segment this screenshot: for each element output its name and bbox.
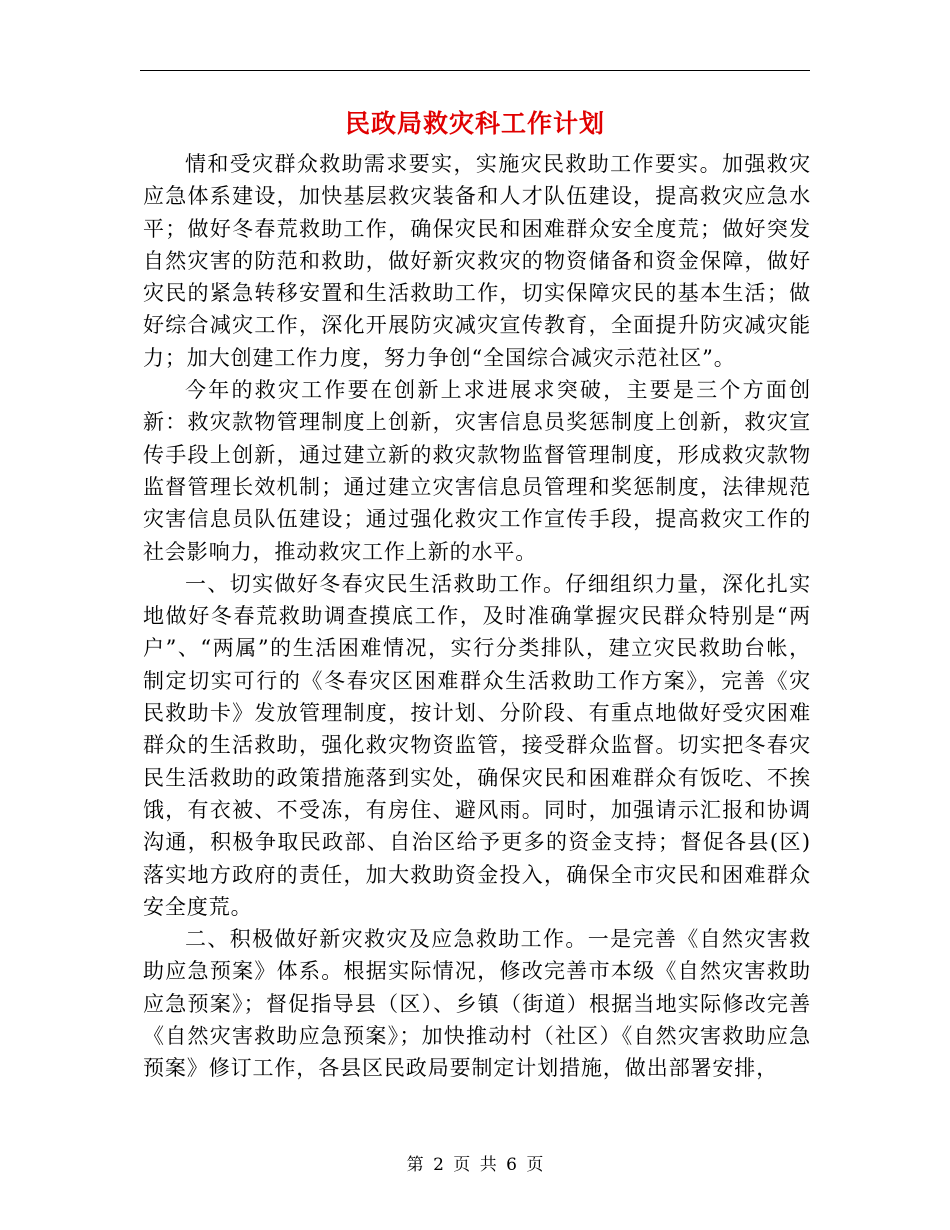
page-number: 第 2 页 共 6 页 bbox=[406, 1155, 544, 1175]
paragraph-4: 二、积极做好新灾救灾及应急救助工作。一是完善《自然灾害救助应急预案》体系。根据实际情况，修改完善市本级《自然灾害救助应急预案》；督促指导县（区）、乡镇（街道）根据当地实际修改完善《自然灾害救助应急预案》；加快推动村（社区）《自然灾害救助应急预案》修订工作，各县区民政局要制定计划措施，做出部署安排， bbox=[143, 927, 811, 1081]
document-body bbox=[143, 148, 811, 1085]
paragraph-1: 情和受灾群众救助需求要实，实施灾民救助工作要实。加强救灾应急体系建设，加快基层救灾装备和人才队伍建设，提高救灾应急水平；做好冬春荒救助工作，确保灾民和困难群众安全度荒；做好突发自然灾害的防范和救助，做好新灾救灾的物资储备和资金保障，做好灾民的紧急转移安置和生活救助工作，切实保障灾民的基本生活；做好综合减灾工作，深化开展防灾减灾宣传教育，全面提升防灾减灾能力；加大创建工作力度，努力争创“全国综合减灾示范社区”。 bbox=[143, 152, 811, 370]
paragraph-2: 今年的救灾工作要在创新上求进展求突破，主要是三个方面创新：救灾款物管理制度上创新，灾害信息员奖惩制度上创新，救灾宣传手段上创新，通过建立新的救灾款物监督管理制度，形成救灾款物监督管理长效机制；通过建立灾害信息员管理和奖惩制度，法律规范灾害信息员队伍建设；通过强化救灾工作宣传手段，提高救灾工作的社会影响力，推动救灾工作上新的水平。 bbox=[143, 378, 811, 564]
document-title: 民政局救灾科工作计划 bbox=[344, 109, 605, 138]
paragraph-3: 一、切实做好冬春灾民生活救助工作。仔细组织力量，深化扎实地做好冬春荒救助调查摸底工作，及时准确掌握灾民群众特别是“两户”、“两属”的生活困难情况，实行分类排队，建立灾民救助台帐，制定切实可行的《冬春灾区困难群众生活救助工作方案》，完善《灾民救助卡》发放管理制度，按计划、分阶段、有重点地做好受灾困难群众的生活救助，强化救灾物资监管，接受群众监督。切实把冬春灾民生活救助的政策措施落到实处，确保灾民和困难群众有饭吃、不挨饿，有衣被、不受冻，有房住、避风雨。同时，加强请示汇报和协调沟通，积极争取民政部、自治区给予更多的资金支持；督促各县(区)落实地方政府的责任，加大救助资金投入，确保全市灾民和困难群众安全度荒。 bbox=[143, 571, 811, 919]
header-rule bbox=[140, 70, 810, 71]
